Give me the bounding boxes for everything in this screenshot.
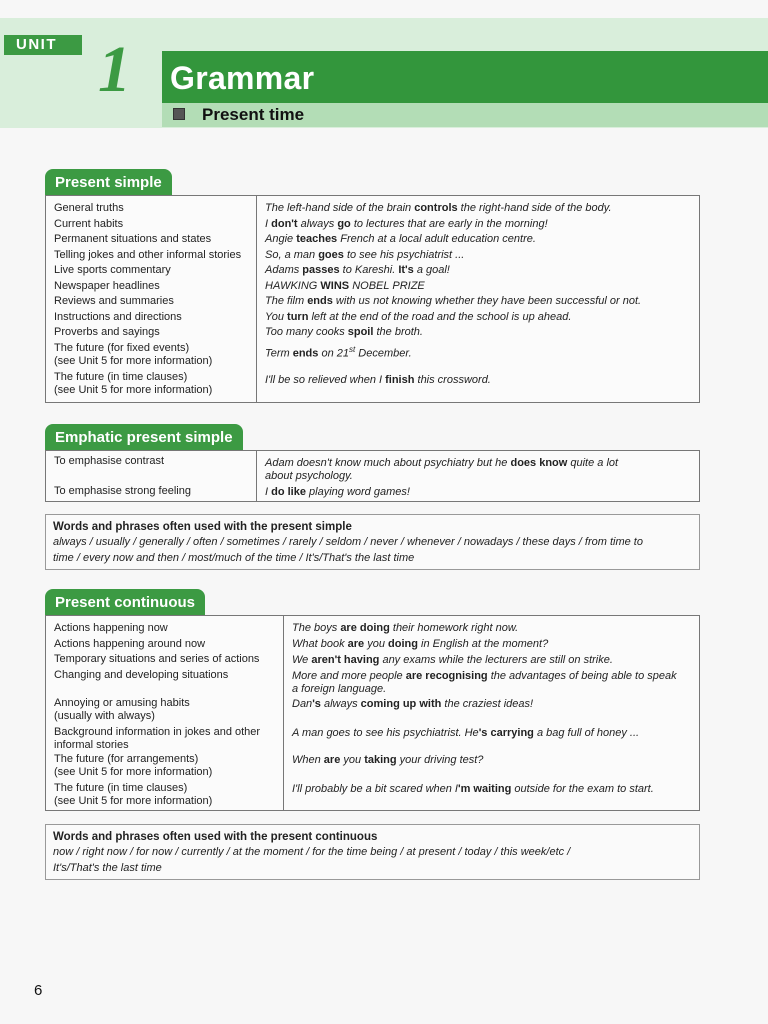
column-divider	[256, 451, 257, 501]
section-tab-present-continuous: Present continuous	[45, 589, 205, 615]
example-segment: spoil	[347, 326, 374, 338]
example-segment: ends	[292, 347, 319, 360]
example-sentence	[292, 754, 483, 767]
example-sentence	[265, 344, 412, 360]
example-segment: do like	[271, 486, 306, 498]
emphatic-present-simple-table	[45, 450, 700, 502]
example-segment: your driving test?	[396, 754, 484, 766]
example-segment: you	[340, 754, 365, 766]
example-segment: go	[337, 218, 351, 230]
example-line	[292, 622, 518, 635]
example-segment: always	[297, 218, 338, 230]
phrases-title: Words and phrases often used with the present simple	[53, 521, 352, 533]
usage-line: Temporary situations and series of actions	[54, 653, 260, 665]
example-line: about psychology.	[265, 469, 353, 482]
usage-label	[54, 295, 174, 308]
example-sentence	[292, 698, 533, 711]
example-line	[265, 295, 641, 308]
usage-label	[54, 485, 191, 498]
usage-label	[54, 202, 124, 215]
usage-label	[54, 218, 123, 231]
usage-label	[54, 726, 260, 751]
example-line	[265, 486, 410, 499]
example-segment: are doing	[340, 622, 390, 634]
usage-label	[54, 280, 160, 293]
example-line	[265, 249, 464, 262]
example-segment: their homework right now.	[389, 622, 519, 634]
example-sentence	[292, 654, 613, 667]
example-sentence	[265, 295, 641, 308]
example-segment: left at the end of the road and the school is up ahead.	[308, 311, 572, 323]
example-segment: this crossword.	[414, 374, 491, 386]
example-line	[265, 344, 412, 360]
phrases-present-continuous-box	[45, 824, 700, 880]
example-segment: don't	[271, 218, 298, 230]
usage-line: Reviews and summaries	[54, 295, 174, 307]
usage-label	[54, 371, 212, 396]
example-segment: goes	[318, 249, 344, 261]
example-segment: the craziest ideas!	[441, 698, 534, 710]
example-sentence	[265, 249, 464, 262]
usage-line: (see Unit 5 for more information)	[54, 794, 213, 807]
example-segment: playing word games!	[305, 486, 410, 498]
example-segment: the broth.	[373, 326, 423, 338]
example-sentence	[265, 457, 618, 482]
example-segment: a bag full of honey ...	[533, 727, 640, 739]
phrases-line: always / usually / generally / often / sometimes / rarely / seldom / never / whenever / nowadays / these days / from time to	[53, 536, 643, 548]
usage-label	[54, 782, 212, 807]
usage-line: Telling jokes and other informal stories	[54, 249, 242, 261]
usage-line: General truths	[54, 202, 124, 214]
phrases-line: time / every now and then / most/much of the time / It's/That's the last time	[53, 551, 415, 564]
usage-label	[54, 233, 211, 246]
example-segment: Adams	[265, 264, 303, 276]
usage-label	[54, 669, 228, 682]
example-segment: Angie	[265, 233, 297, 245]
example-segment: finish	[385, 374, 415, 386]
example-line: a foreign language.	[292, 682, 387, 695]
example-segment: are recognising	[405, 670, 488, 682]
example-segment: coming up with	[360, 698, 442, 710]
example-segment: A man goes to see his psychiatrist. He	[292, 727, 479, 739]
example-sentence	[265, 233, 536, 246]
example-sentence	[265, 486, 410, 499]
example-sentence	[265, 202, 612, 215]
usage-line: The future (in time clauses)	[54, 782, 188, 794]
usage-line: To emphasise contrast	[54, 455, 165, 467]
usage-label	[54, 753, 212, 778]
example-line	[265, 311, 571, 324]
usage-label	[54, 653, 259, 666]
usage-line: Permanent situations and states	[54, 233, 212, 245]
example-segment: are	[347, 638, 365, 650]
usage-label	[54, 638, 205, 651]
square-bullet-icon	[173, 108, 185, 120]
example-segment: What book	[292, 638, 348, 650]
column-divider	[256, 196, 257, 402]
example-segment: 's	[312, 698, 321, 710]
page-number: 6	[34, 982, 43, 999]
example-sentence	[292, 638, 548, 651]
usage-line: (see Unit 5 for more information)	[54, 383, 213, 396]
example-segment: I	[265, 218, 272, 230]
example-sentence	[265, 280, 425, 293]
example-segment: I	[265, 486, 272, 498]
usage-line: Newspaper headlines	[54, 280, 160, 292]
example-line	[265, 218, 548, 231]
example-segment: 'm waiting	[457, 783, 512, 795]
example-segment: The left-hand side of the brain	[265, 202, 415, 214]
example-line	[292, 783, 654, 796]
usage-line: (see Unit 5 for more information)	[54, 354, 213, 367]
example-line	[265, 233, 536, 246]
example-sentence	[265, 264, 450, 277]
column-divider	[283, 616, 284, 810]
usage-line: Changing and developing situations	[54, 669, 229, 681]
example-segment: It's	[398, 264, 414, 276]
example-segment: outside for the exam to start.	[511, 783, 654, 795]
example-line	[265, 457, 618, 470]
example-sentence	[292, 670, 677, 695]
usage-label	[54, 697, 190, 722]
example-line	[265, 374, 491, 387]
usage-line: Actions happening now	[54, 622, 168, 634]
example-segment: to lectures that are early in the morning!	[350, 218, 548, 230]
example-segment: December.	[355, 347, 412, 360]
usage-line: Live sports commentary	[54, 264, 171, 276]
example-segment: passes	[302, 264, 340, 276]
example-segment: the right-hand side of the body.	[457, 202, 612, 214]
example-line	[265, 280, 425, 293]
example-segment: always	[320, 698, 361, 710]
unit-label: UNIT	[4, 35, 82, 55]
example-segment: The film	[265, 295, 308, 307]
example-segment: NOBEL PRIZE	[349, 280, 425, 292]
example-segment: WINS	[320, 280, 350, 292]
usage-line: Annoying or amusing habits	[54, 697, 190, 709]
usage-label	[54, 249, 241, 262]
example-sentence	[265, 311, 571, 324]
example-line	[265, 264, 450, 277]
example-sentence	[292, 727, 639, 740]
usage-line: Proverbs and sayings	[54, 326, 160, 338]
example-segment: with us not knowing whether they have been successful or not.	[332, 295, 642, 307]
example-segment: to Kareshi.	[339, 264, 399, 276]
example-segment: You	[265, 311, 288, 323]
present-simple-table	[45, 195, 700, 403]
example-segment: st	[349, 345, 356, 354]
usage-line: Actions happening around now	[54, 638, 206, 650]
usage-line: Background information in jokes and other	[54, 726, 261, 738]
unit-number: 1	[98, 33, 131, 106]
example-segment: taking	[364, 754, 397, 766]
usage-line: The future (in time clauses)	[54, 371, 188, 383]
usage-label	[54, 455, 164, 468]
example-segment: We	[292, 654, 312, 666]
example-line	[265, 326, 423, 339]
page-subtitle: Present time	[202, 105, 305, 124]
usage-line: Current habits	[54, 218, 124, 230]
example-segment: The boys	[292, 622, 341, 634]
example-segment: Adam doesn't know much about psychiatry but he	[265, 457, 511, 469]
phrases-present-simple-box	[45, 514, 700, 570]
phrases-line: It's/That's the last time	[53, 861, 162, 874]
usage-label	[54, 311, 182, 324]
example-segment: Too many cooks	[265, 326, 348, 338]
example-segment: the advantages of being able to speak	[487, 670, 677, 682]
usage-line: To emphasise strong feeling	[54, 485, 191, 497]
example-segment: a goal!	[413, 264, 450, 276]
section-tab-present-simple: Present simple	[45, 169, 172, 195]
usage-line: The future (for arrangements)	[54, 753, 199, 765]
present-continuous-table	[45, 615, 700, 811]
example-sentence	[265, 218, 548, 231]
usage-line: Instructions and directions	[54, 311, 182, 323]
example-segment: Dan	[292, 698, 313, 710]
example-line	[292, 638, 548, 651]
usage-line: The future (for fixed events)	[54, 342, 190, 354]
example-sentence	[265, 326, 423, 339]
phrases-line: now / right now / for now / currently / at the moment / for the time being / at present / today / this week/etc /	[53, 846, 571, 858]
example-segment: you	[364, 638, 389, 650]
example-segment: When	[292, 754, 324, 766]
example-sentence	[292, 622, 518, 635]
example-segment: I'll be so relieved when I	[265, 374, 386, 386]
example-segment: teaches	[296, 233, 338, 245]
example-segment: More and more people	[292, 670, 406, 682]
phrases-title: Words and phrases often used with the present continuous	[53, 831, 378, 843]
example-segment: quite a lot	[567, 457, 619, 469]
example-line	[292, 698, 533, 711]
example-line	[265, 202, 612, 215]
usage-line: (usually with always)	[54, 709, 155, 722]
example-line	[292, 670, 677, 683]
example-segment: aren't having	[311, 654, 380, 666]
usage-label	[54, 326, 160, 339]
example-segment: ends	[307, 295, 333, 307]
example-segment: controls	[414, 202, 458, 214]
example-segment: French at a local adult education centre.	[337, 233, 536, 245]
example-sentence	[292, 783, 654, 796]
example-segment: does know	[510, 457, 568, 469]
example-segment: on 21	[318, 347, 349, 360]
example-segment: turn	[287, 311, 309, 323]
usage-line: informal stories	[54, 738, 129, 751]
example-segment: HAWKING	[265, 280, 321, 292]
example-line	[292, 654, 613, 667]
example-segment: So, a man	[265, 249, 319, 261]
example-segment: any exams while the lecturers are still on strike.	[379, 654, 613, 666]
example-segment: I'll probably be a bit scared when I	[292, 783, 458, 795]
usage-label	[54, 622, 168, 635]
page-title: Grammar	[170, 60, 315, 96]
example-line	[292, 727, 639, 740]
example-segment: 's carrying	[478, 727, 534, 739]
section-tab-emphatic-present-simple: Emphatic present simple	[45, 424, 243, 450]
example-segment: to see his psychiatrist ...	[343, 249, 465, 261]
example-segment: in English at the moment?	[417, 638, 549, 650]
example-line	[292, 754, 483, 767]
example-sentence	[265, 374, 491, 387]
example-segment: are	[323, 754, 341, 766]
usage-label	[54, 264, 171, 277]
example-segment: doing	[388, 638, 418, 650]
usage-label	[54, 342, 212, 367]
example-segment: Term	[265, 347, 293, 360]
usage-line: (see Unit 5 for more information)	[54, 765, 213, 778]
